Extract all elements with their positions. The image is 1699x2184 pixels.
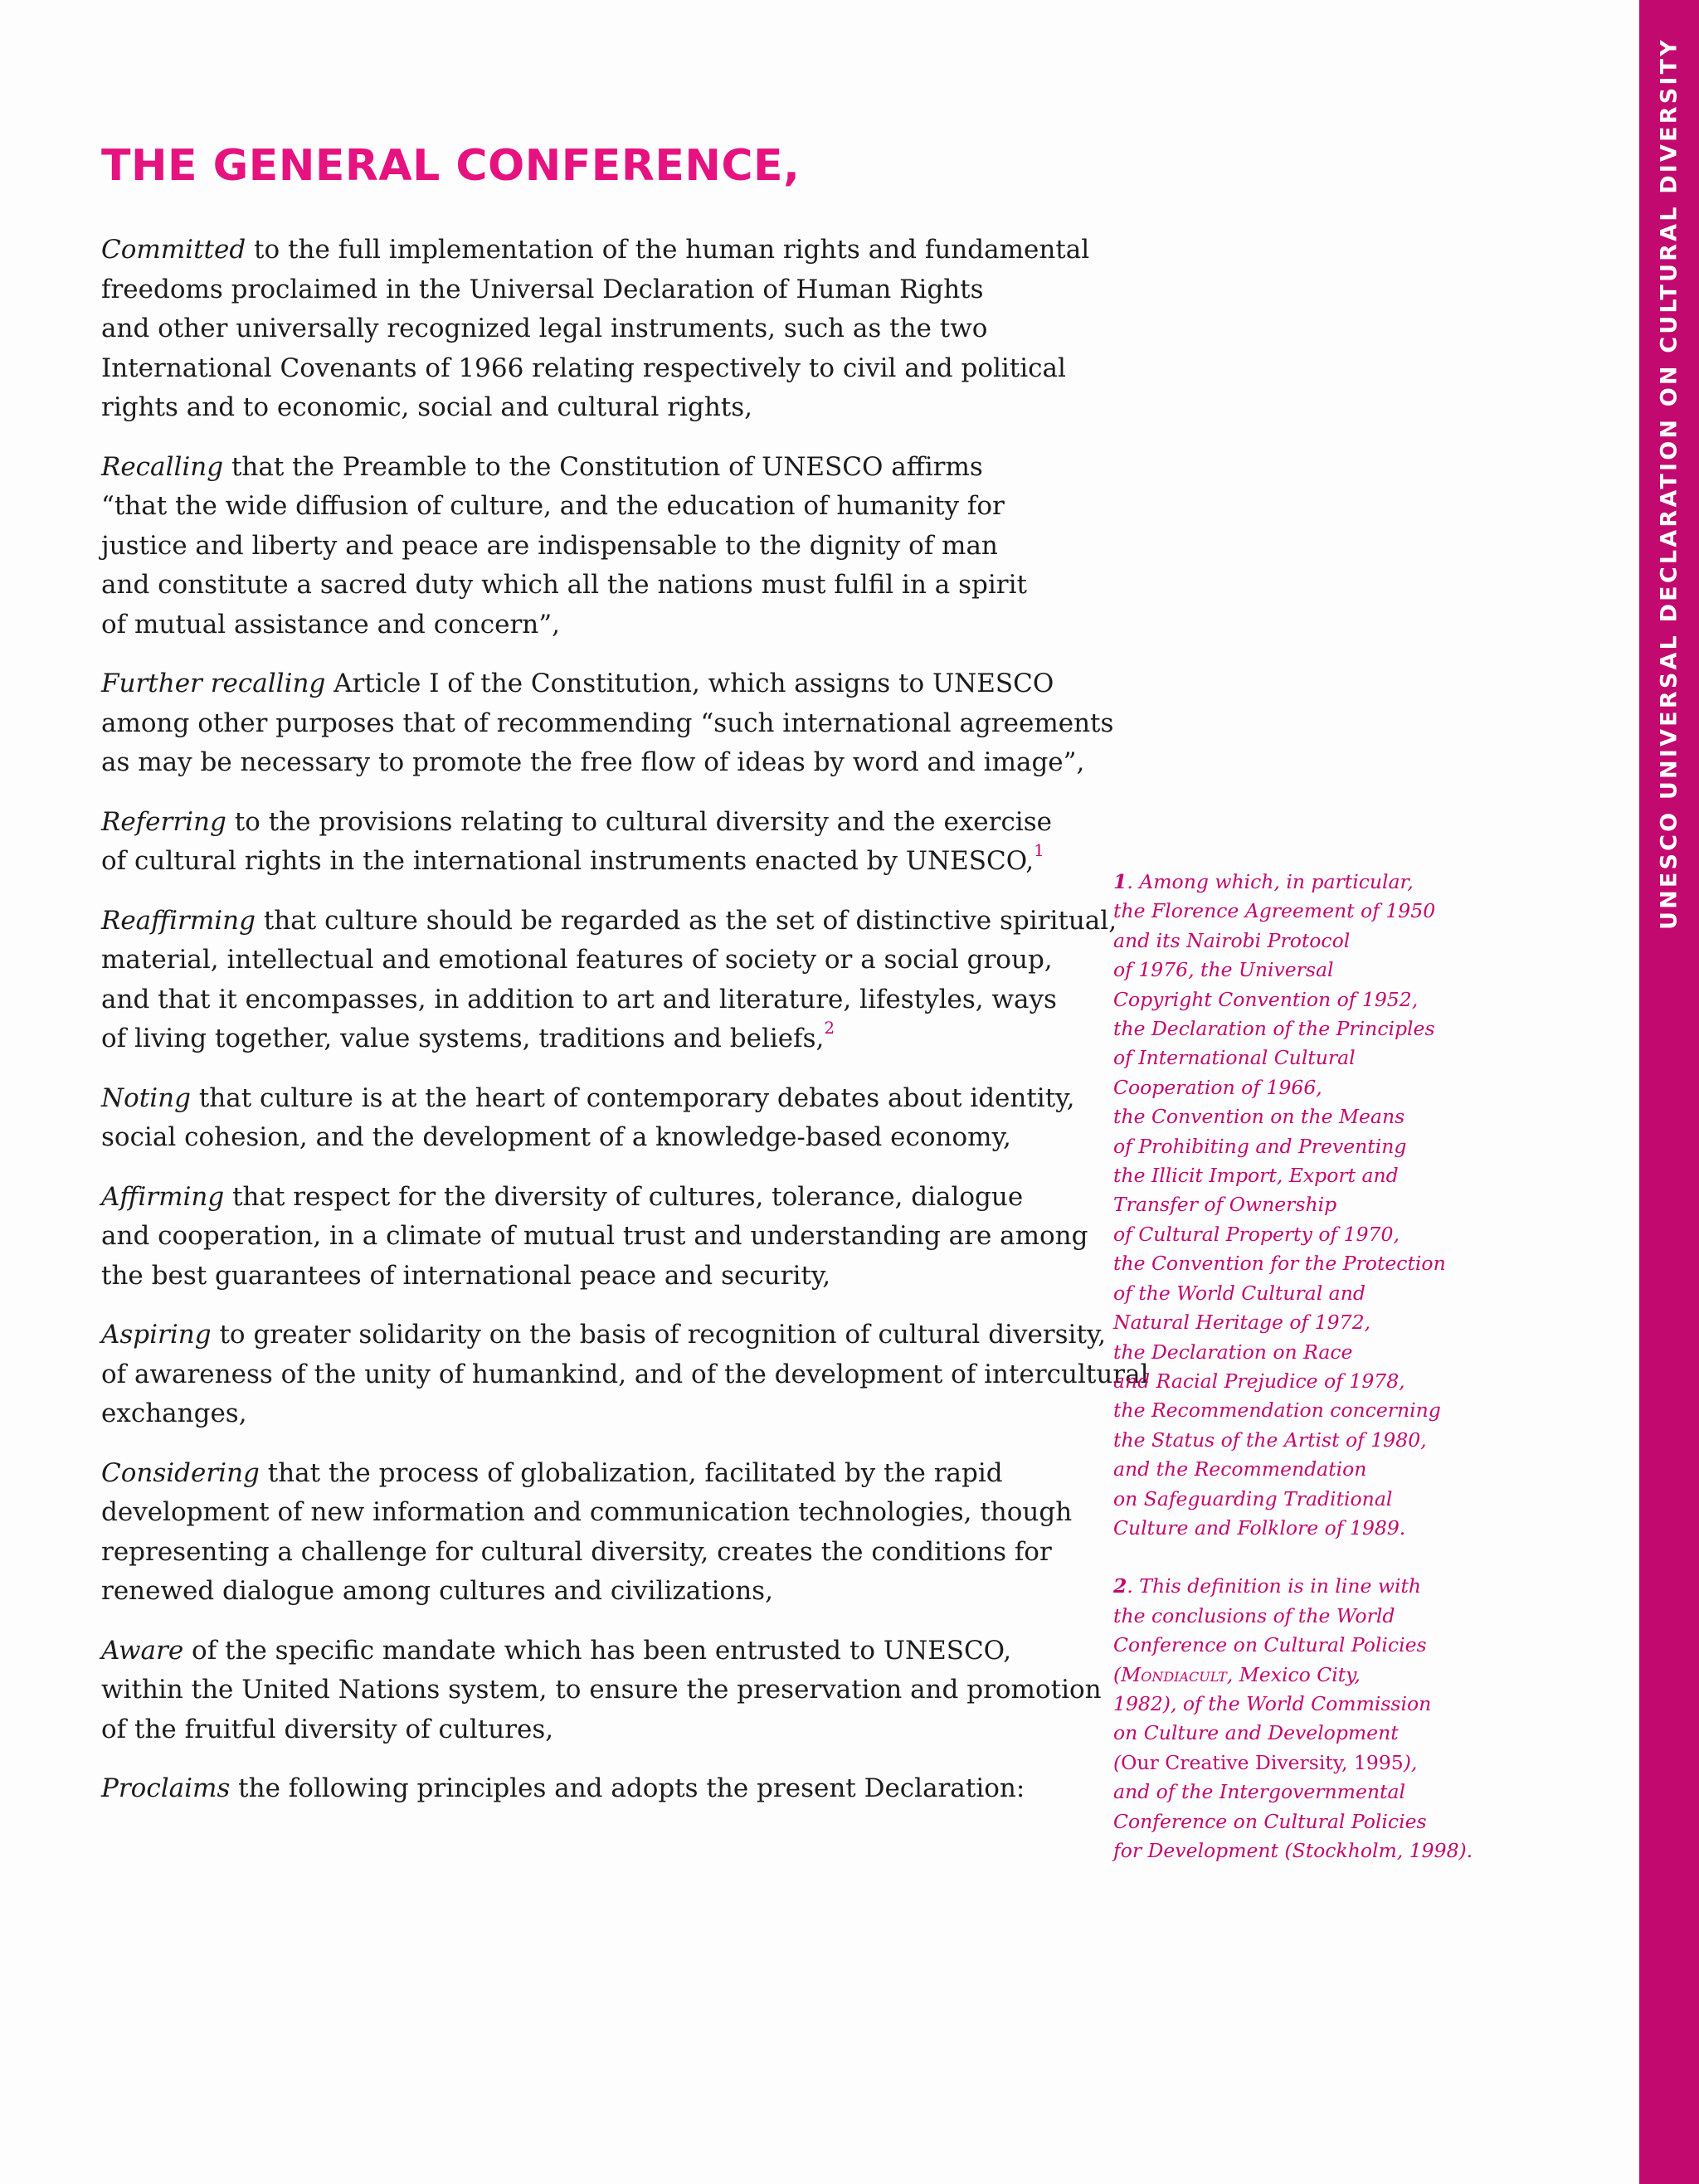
line-text: to the provisions relating to cultural diversity and the exercise	[226, 806, 1052, 837]
paragraph-line: exchanges,	[101, 1398, 247, 1428]
footnote-line: for Development (Stockholm, 1998).	[1113, 1839, 1473, 1862]
paragraph-reaffirming	[101, 902, 1117, 1059]
footnote-line: of Cultural Property of 1970,	[1113, 1222, 1400, 1246]
paragraph-referring	[101, 803, 1097, 882]
paragraph-line: as may be necessary to promote the free flow of ideas by word and image”,	[101, 747, 1085, 777]
paragraph-line: of awareness of the unity of humankind, and of the development of intercultural	[101, 1359, 1149, 1389]
footnote-line	[1113, 868, 1628, 897]
paragraph-committed	[101, 231, 1097, 428]
paragraph-line: and constitute a sacred duty which all the nations must fulfil in a spirit	[101, 570, 1027, 600]
footnote-line: Copyright Convention of 1952,	[1113, 987, 1419, 1011]
line-text: that the process of globalization, facilitated by the rapid	[259, 1457, 1003, 1488]
paragraph-line	[101, 803, 1097, 843]
paragraph-line: the best guarantees of international peace and security,	[101, 1260, 831, 1291]
footnote-line	[1113, 1572, 1628, 1601]
paragraph-line: “that the wide diffusion of culture, and the education of humanity for	[101, 491, 1005, 521]
line-text: of the specific mandate which has been entrusted to UNESCO,	[183, 1635, 1012, 1666]
line-text: that culture is at the heart of contemporary debates about identity,	[190, 1082, 1075, 1113]
paragraph-line	[101, 1079, 1097, 1119]
footnote-line: on Culture and Development	[1113, 1721, 1399, 1745]
footnote-line: Cooperation of 1966,	[1113, 1075, 1322, 1099]
footnote-line: 1982), of the World Commission	[1113, 1691, 1432, 1715]
lead-word: Aspiring	[101, 1320, 212, 1350]
footnote-line: and Racial Prejudice of 1978,	[1113, 1369, 1405, 1393]
paragraph-line: within the United Nations system, to ensure the preservation and promotion	[101, 1675, 1102, 1705]
footnote-line: the Status of the Artist of 1980,	[1113, 1428, 1427, 1452]
paragraph-line	[101, 231, 1097, 270]
footnote-2	[1113, 1572, 1628, 1865]
footnote-line: Conference on Cultural Policies	[1113, 1633, 1427, 1657]
vertical-title-band	[1639, 0, 1699, 2184]
footnote-line: Culture and Folklore of 1989.	[1113, 1515, 1406, 1540]
paragraph-line: rights and to economic, social and cultural rights,	[101, 392, 753, 422]
line-text: the following principles and adopts the present Declaration:	[230, 1773, 1025, 1803]
line-text: to greater solidarity on the basis of recognition of cultural diversity,	[211, 1320, 1107, 1350]
line-text: that culture should be regarded as the set of distinctive spiritual,	[256, 905, 1117, 936]
page-heading: THE GENERAL CONFERENCE,	[101, 141, 801, 191]
footnote-line: the Declaration on Race	[1113, 1340, 1353, 1364]
lead-word: Committed	[101, 235, 246, 265]
paragraph-affirming	[101, 1178, 1097, 1296]
footnote-line: the Convention for the Protection	[1113, 1252, 1446, 1276]
paragraph-considering	[101, 1454, 1097, 1612]
paragraph-line: and other universally recognized legal instruments, such as the two	[101, 314, 988, 343]
paragraph-line	[101, 902, 1117, 941]
paragraph-further-recalling	[101, 664, 1114, 783]
footnote-line: Natural Heritage of 1972,	[1113, 1311, 1370, 1335]
line-text: . Among which, in particular,	[1127, 870, 1414, 893]
paragraph-line	[101, 842, 1097, 882]
paragraph-line: representing a challenge for cultural diversity, creates the conditions for	[101, 1536, 1052, 1567]
footnote-line: of International Cultural	[1113, 1046, 1356, 1070]
paragraph-line: and that it encompasses, in addition to art and literature, lifestyles, ways	[101, 984, 1057, 1014]
paragraph-line	[101, 1019, 1097, 1059]
lead-word: Aware	[101, 1635, 184, 1666]
footnote-number: 1	[1113, 870, 1127, 893]
line-text: . This definition is in line with	[1127, 1574, 1422, 1598]
footnote-line: Conference on Cultural Policies	[1113, 1809, 1427, 1833]
vertical-title: UNESCO UNIVERSAL DECLARATION ON CULTURAL DIVERSITY	[1656, 36, 1682, 931]
footnote-line: the Recommendation concerning	[1113, 1398, 1441, 1423]
lead-word: Referring	[101, 806, 226, 837]
paragraph-line	[101, 1769, 1097, 1809]
footnote-line: of 1976, the Universal	[1113, 958, 1334, 982]
footnote-number: 2	[1113, 1574, 1127, 1598]
footnote-line: on Safeguarding Traditional	[1113, 1486, 1393, 1510]
line-text: of cultural rights in the international instruments enacted by UNESCO,	[101, 846, 1034, 876]
footnote-line: and of the Intergovernmental	[1113, 1780, 1405, 1804]
footnote-line: the Florence Agreement of 1950	[1113, 899, 1436, 923]
line-text: of living together, value systems, traditions and beliefs,	[101, 1024, 825, 1053]
paragraph-noting	[101, 1079, 1097, 1158]
paragraph-aware	[101, 1632, 1102, 1750]
line-text: Article I of the Constitution, which assigns to UNESCO	[325, 669, 1054, 698]
paragraph-line: of the fruitful diversity of cultures,	[101, 1714, 554, 1744]
lead-word: Affirming	[101, 1181, 225, 1212]
paragraph-proclaims	[101, 1769, 1097, 1809]
footnote-line	[1113, 1749, 1628, 1778]
paragraph-recalling	[101, 448, 1097, 645]
paragraph-line: material, intellectual and emotional features of society or a social group,	[101, 945, 1053, 975]
paragraph-line: social cohesion, and the development of a knowledge-based economy,	[101, 1122, 1011, 1152]
lead-word: Noting	[101, 1082, 191, 1113]
footnote-line: the Declaration of the Principles	[1113, 1017, 1435, 1041]
footnote-line: the Convention on the Means	[1113, 1105, 1405, 1129]
paragraph-line: of mutual assistance and concern”,	[101, 609, 560, 640]
paragraph-line: and cooperation, in a climate of mutual trust and understanding are among	[101, 1221, 1088, 1251]
lead-word: Recalling	[101, 451, 224, 482]
paragraph-line	[101, 1316, 1107, 1355]
line-text: that the Preamble to the Constitution of UNESCO affirms	[223, 451, 983, 482]
footnote-line: of the World Cultural and	[1113, 1281, 1366, 1305]
footnote-line: the conclusions of the World	[1113, 1603, 1395, 1627]
paragraph-line	[101, 1178, 1097, 1218]
footnote-line: the Illicit Import, Export and	[1113, 1164, 1399, 1188]
mondiacult-label: Mondiacult	[1121, 1662, 1227, 1686]
lead-word: Reaffirming	[101, 905, 256, 936]
line-text: ),	[1403, 1750, 1418, 1774]
lead-word: Proclaims	[101, 1773, 231, 1803]
paragraph-line: development of new information and communication technologies, though	[101, 1497, 1073, 1527]
paren-open: (	[1113, 1750, 1122, 1774]
paragraph-aspiring	[101, 1316, 1149, 1434]
footnote-1	[1113, 868, 1628, 1543]
paragraph-line: freedoms proclaimed in the Universal Declaration of Human Rights	[101, 274, 984, 304]
footnote-ref-1[interactable]: 1	[1034, 840, 1044, 860]
paragraph-line: justice and liberty and peace are indispensable to the dignity of man	[101, 530, 998, 561]
lead-word: Considering	[101, 1457, 260, 1488]
preamble-body	[101, 231, 1149, 1829]
line-text: to the full implementation of the human rights and fundamental	[246, 235, 1090, 265]
line-text: , Mexico City,	[1226, 1662, 1361, 1686]
paren-open: (	[1113, 1662, 1122, 1686]
paragraph-line: International Covenants of 1966 relating respectively to civil and political	[101, 353, 1066, 383]
footnote-line: of Prohibiting and Preventing	[1113, 1134, 1407, 1158]
paragraph-line	[101, 1454, 1097, 1494]
footnote-ref-2[interactable]: 2	[824, 1018, 835, 1038]
footnote-line	[1113, 1661, 1628, 1690]
paragraph-line: renewed dialogue among cultures and civilizations,	[101, 1576, 773, 1606]
paragraph-line: among other purposes that of recommending “such international agreements	[101, 708, 1114, 738]
lead-word: Further recalling	[101, 669, 326, 698]
line-text: that respect for the diversity of cultures, tolerance, dialogue	[224, 1181, 1024, 1212]
paragraph-line	[101, 664, 1097, 704]
footnote-line: Transfer of Ownership	[1113, 1193, 1337, 1217]
footnote-line: and its Nairobi Protocol	[1113, 928, 1351, 952]
paragraph-line	[101, 448, 1097, 488]
footnotes	[1113, 868, 1628, 1895]
footnote-line: and the Recommendation	[1113, 1457, 1367, 1481]
paragraph-line	[101, 1632, 1097, 1671]
book-title: Our Creative Diversity, 1995	[1121, 1750, 1404, 1774]
